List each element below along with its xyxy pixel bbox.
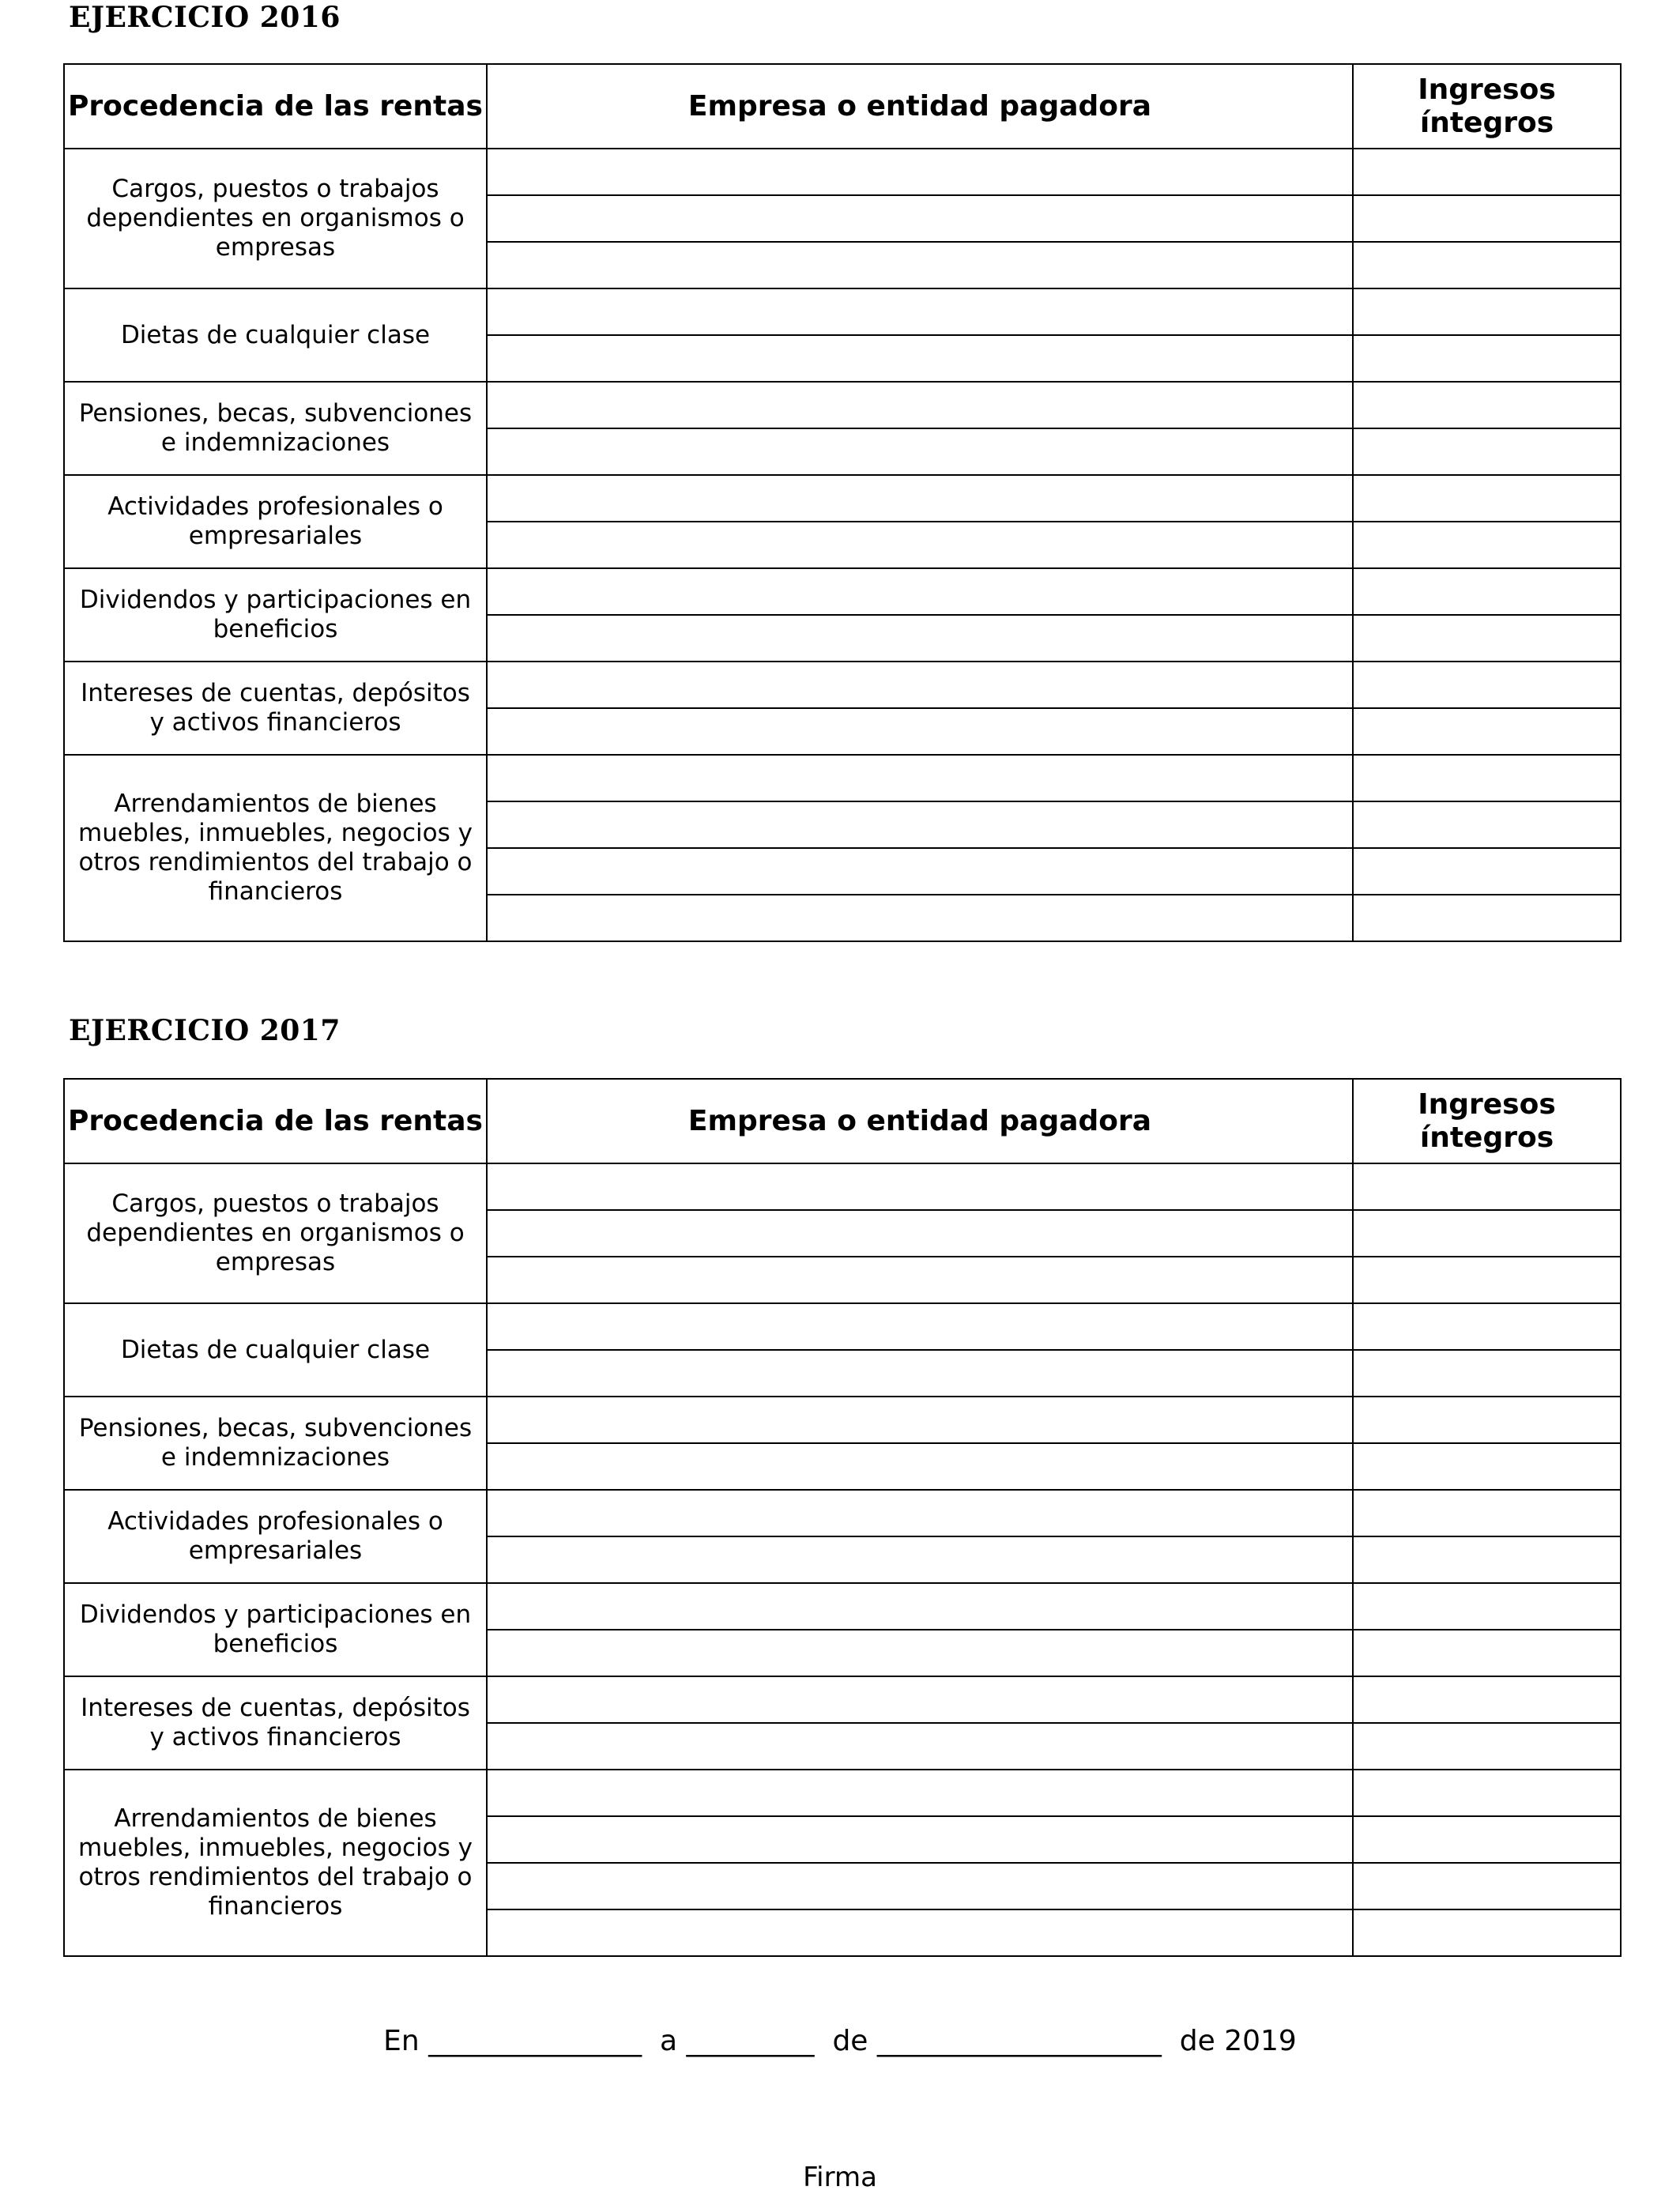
category-cell: Actividades profesionales o empresariales	[64, 475, 487, 568]
table-row	[64, 1770, 1621, 1816]
ingresos-input-cell[interactable]	[1353, 801, 1621, 848]
empresa-input-cell[interactable]	[487, 1210, 1353, 1257]
ingresos-input-cell[interactable]	[1353, 195, 1621, 242]
ingresos-input-cell[interactable]	[1353, 895, 1621, 941]
ingresos-input-cell[interactable]	[1353, 1723, 1621, 1770]
income-table-2016	[63, 63, 1622, 942]
empresa-input-cell[interactable]	[487, 1443, 1353, 1490]
table-row	[64, 1490, 1621, 1536]
empresa-input-cell[interactable]	[487, 848, 1353, 895]
empresa-input-cell[interactable]	[487, 149, 1353, 195]
category-cell: Cargos, puestos o trabajos dependientes en organismos o empresas	[64, 1163, 487, 1303]
empresa-input-cell[interactable]	[487, 662, 1353, 708]
empresa-input-cell[interactable]	[487, 335, 1353, 382]
ingresos-input-cell[interactable]	[1353, 382, 1621, 428]
empresa-input-cell[interactable]	[487, 568, 1353, 615]
empresa-input-cell[interactable]	[487, 242, 1353, 288]
empresa-input-cell[interactable]	[487, 615, 1353, 662]
category-cell: Pensiones, becas, subvenciones e indemnizaciones	[64, 382, 487, 475]
category-cell: Intereses de cuentas, depósitos y activos financieros	[64, 662, 487, 755]
empresa-input-cell[interactable]	[487, 1583, 1353, 1630]
section-title-2017: EJERCICIO 2017	[69, 1014, 341, 1047]
ingresos-input-cell[interactable]	[1353, 242, 1621, 288]
ingresos-input-cell[interactable]	[1353, 288, 1621, 335]
table-header-row	[64, 64, 1621, 149]
empresa-input-cell[interactable]	[487, 195, 1353, 242]
signature-label: Firma	[803, 2162, 877, 2193]
empresa-input-cell[interactable]	[487, 1303, 1353, 1350]
ingresos-input-cell[interactable]	[1353, 1583, 1621, 1630]
ingresos-input-cell[interactable]	[1353, 755, 1621, 801]
empresa-input-cell[interactable]	[487, 1350, 1353, 1397]
table-row	[64, 568, 1621, 615]
table-row	[64, 1163, 1621, 1210]
empresa-input-cell[interactable]	[487, 708, 1353, 755]
category-cell: Arrendamientos de bienes muebles, inmuebles, negocios y otros rendimientos del trabajo o financieros	[64, 1770, 487, 1956]
ingresos-input-cell[interactable]	[1353, 1257, 1621, 1303]
ingresos-input-cell[interactable]	[1353, 335, 1621, 382]
ingresos-input-cell[interactable]	[1353, 708, 1621, 755]
ingresos-input-cell[interactable]	[1353, 1490, 1621, 1536]
empresa-input-cell[interactable]	[487, 1536, 1353, 1583]
empresa-input-cell[interactable]	[487, 895, 1353, 941]
ingresos-input-cell[interactable]	[1353, 149, 1621, 195]
ingresos-input-cell[interactable]	[1353, 1909, 1621, 1956]
empresa-input-cell[interactable]	[487, 1676, 1353, 1723]
ingresos-input-cell[interactable]	[1353, 1863, 1621, 1909]
header-empresa: Empresa o entidad pagadora	[487, 1079, 1353, 1163]
category-cell: Intereses de cuentas, depósitos y activos financieros	[64, 1676, 487, 1770]
empresa-input-cell[interactable]	[487, 382, 1353, 428]
table-row	[64, 288, 1621, 335]
category-cell: Dietas de cualquier clase	[64, 1303, 487, 1397]
ingresos-input-cell[interactable]	[1353, 615, 1621, 662]
empresa-input-cell[interactable]	[487, 1397, 1353, 1443]
empresa-input-cell[interactable]	[487, 801, 1353, 848]
empresa-input-cell[interactable]	[487, 1257, 1353, 1303]
table-row	[64, 149, 1621, 195]
ingresos-input-cell[interactable]	[1353, 848, 1621, 895]
empresa-input-cell[interactable]	[487, 1770, 1353, 1816]
ingresos-input-cell[interactable]	[1353, 428, 1621, 475]
ingresos-input-cell[interactable]	[1353, 1816, 1621, 1863]
ingresos-input-cell[interactable]	[1353, 475, 1621, 522]
ingresos-input-cell[interactable]	[1353, 1630, 1621, 1676]
header-procedencia: Procedencia de las rentas	[64, 64, 487, 149]
table-row	[64, 475, 1621, 522]
header-ingresos: Ingresos íntegros	[1353, 64, 1621, 149]
header-empresa: Empresa o entidad pagadora	[487, 64, 1353, 149]
category-cell: Dividendos y participaciones en beneficios	[64, 1583, 487, 1676]
header-ingresos: Ingresos íntegros	[1353, 1079, 1621, 1163]
table-row	[64, 755, 1621, 801]
ingresos-input-cell[interactable]	[1353, 568, 1621, 615]
category-cell: Dividendos y participaciones en beneficios	[64, 568, 487, 662]
empresa-input-cell[interactable]	[487, 1816, 1353, 1863]
ingresos-input-cell[interactable]	[1353, 1163, 1621, 1210]
table-header-row	[64, 1079, 1621, 1163]
empresa-input-cell[interactable]	[487, 1723, 1353, 1770]
table-row	[64, 1303, 1621, 1350]
place-date-line[interactable]: En _______________ a _________ de ____________________ de 2019	[383, 2025, 1297, 2057]
table-row	[64, 1583, 1621, 1630]
ingresos-input-cell[interactable]	[1353, 522, 1621, 568]
empresa-input-cell[interactable]	[487, 428, 1353, 475]
ingresos-input-cell[interactable]	[1353, 1303, 1621, 1350]
empresa-input-cell[interactable]	[487, 522, 1353, 568]
table-row	[64, 382, 1621, 428]
ingresos-input-cell[interactable]	[1353, 1397, 1621, 1443]
empresa-input-cell[interactable]	[487, 1490, 1353, 1536]
table-row	[64, 1676, 1621, 1723]
empresa-input-cell[interactable]	[487, 288, 1353, 335]
empresa-input-cell[interactable]	[487, 1909, 1353, 1956]
empresa-input-cell[interactable]	[487, 1863, 1353, 1909]
ingresos-input-cell[interactable]	[1353, 662, 1621, 708]
section-title-2016: EJERCICIO 2016	[69, 1, 341, 34]
empresa-input-cell[interactable]	[487, 1163, 1353, 1210]
category-cell: Actividades profesionales o empresariales	[64, 1490, 487, 1583]
empresa-input-cell[interactable]	[487, 1630, 1353, 1676]
ingresos-input-cell[interactable]	[1353, 1770, 1621, 1816]
empresa-input-cell[interactable]	[487, 475, 1353, 522]
ingresos-input-cell[interactable]	[1353, 1350, 1621, 1397]
category-cell: Dietas de cualquier clase	[64, 288, 487, 382]
table-row	[64, 662, 1621, 708]
category-cell: Arrendamientos de bienes muebles, inmuebles, negocios y otros rendimientos del trabajo o financieros	[64, 755, 487, 941]
table-row	[64, 1397, 1621, 1443]
header-procedencia: Procedencia de las rentas	[64, 1079, 487, 1163]
ingresos-input-cell[interactable]	[1353, 1443, 1621, 1490]
ingresos-input-cell[interactable]	[1353, 1676, 1621, 1723]
empresa-input-cell[interactable]	[487, 755, 1353, 801]
category-cell: Cargos, puestos o trabajos dependientes en organismos o empresas	[64, 149, 487, 288]
ingresos-input-cell[interactable]	[1353, 1536, 1621, 1583]
ingresos-input-cell[interactable]	[1353, 1210, 1621, 1257]
income-table-2017	[63, 1078, 1622, 1957]
category-cell: Pensiones, becas, subvenciones e indemnizaciones	[64, 1397, 487, 1490]
